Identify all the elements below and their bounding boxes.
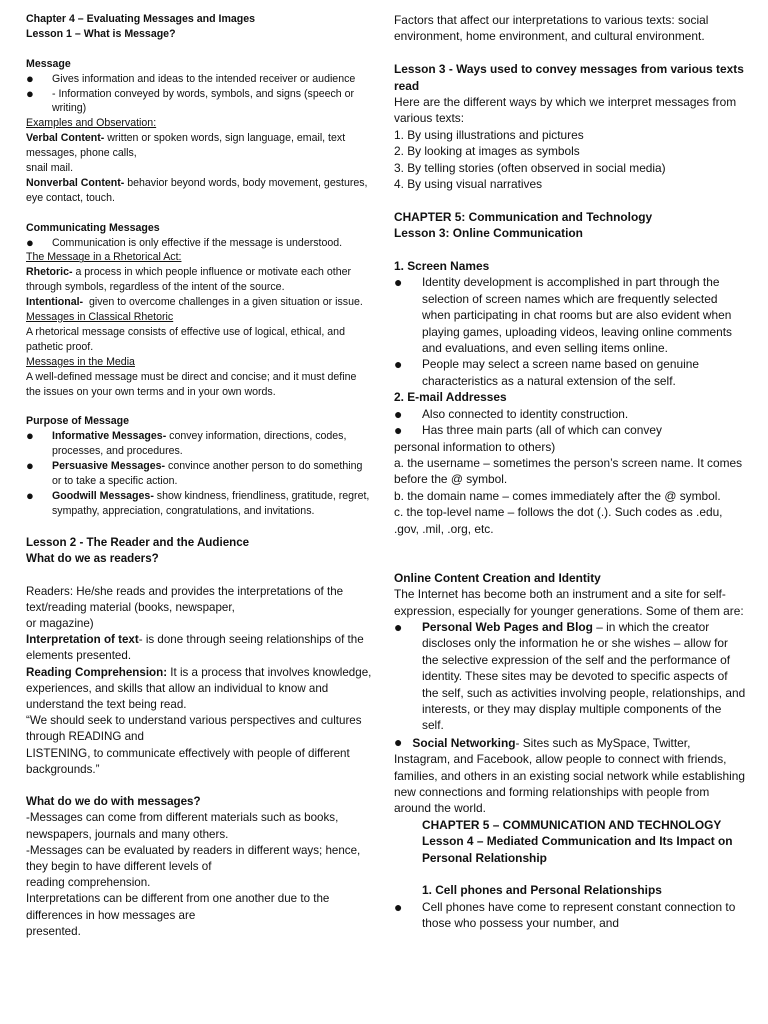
messages-line-5: presented. <box>26 924 81 938</box>
list-item: ● Identity development is accomplished in part through the selection of screen names which are frequently selected when participating in chat rooms but are also evident when playing games, uploading videos, leaving online comments and evaluations, and even selling items online. <box>394 274 733 356</box>
chapter5-lesson: Lesson 3: Online Communication <box>394 226 583 241</box>
factors-text: Factors that affect our interpretations to various texts: social environment, home environment, and cultural environment. <box>394 13 712 44</box>
bullet-icon: ● <box>26 70 34 86</box>
bullet-icon: ● <box>394 733 403 750</box>
media-text: A well-defined message must be direct and concise; and it must define the issues on your own terms and in your own words. <box>26 370 360 398</box>
list-item: ● - Information conveyed by words, symbols, and signs (speech or writing) <box>26 85 355 115</box>
lesson1-heading: Lesson 1 – What is Message? <box>26 27 176 40</box>
list-item: ● Persuasive Messages- convince another person to do something or to take a specific action. <box>26 458 363 488</box>
reading-comprehension-def: Reading Comprehension: It is a process that involves knowledge, experiences, and skills that allow an individual to know and understand the text being read. <box>26 665 375 711</box>
bullet-icon: ● <box>394 422 403 439</box>
cell-phones-title: 1. Cell phones and Personal Relationships <box>422 883 662 898</box>
lesson2-question: What do we as readers? <box>26 552 159 566</box>
lesson2-title: Lesson 2 - The Reader and the Audience <box>26 535 250 549</box>
lesson3-title: Lesson 3 - Ways used to convey messages from various texts read <box>394 62 748 93</box>
list-item: ● People may select a screen name based on genuine characteristics as a natural extension of the self. <box>394 356 699 388</box>
list-item: ● Social Networking- Sites such as MySpace, Twitter, Instagram, and Facebook, allow people to connect with friends, families, and others in an existing social network while establishing new connections and forming relationships with people from around the world. <box>394 733 749 816</box>
bullet-icon: ● <box>394 405 403 422</box>
bullet-icon: ● <box>394 898 403 915</box>
rhetoric-def: Rhetoric- a process in which people influence or motivate each other through symbols, regardless of the intent of the source. <box>26 266 354 294</box>
screen-names-title: 1. Screen Names <box>394 259 490 274</box>
bullet-icon: ● <box>26 85 34 101</box>
readers-text-cont: or magazine) <box>26 616 94 630</box>
quote-line-2: LISTENING, to communicate effectively with people of different backgrounds.” <box>26 746 353 776</box>
communicating-title: Communicating Messages <box>26 221 160 234</box>
list-item: ● Gives information and ideas to the intended receiver or audience <box>26 70 356 86</box>
message-title: Message <box>26 57 71 70</box>
verbal-content-cont: snail mail. <box>26 162 74 175</box>
right-column <box>394 12 749 932</box>
classical-text: A rhetorical message consists of effective use of logical, ethical, and pathetic proof. <box>26 326 348 353</box>
list-item: ● Cell phones have come to represent constant connection to those who possess your number, and <box>394 898 736 931</box>
list-item: 1. By using illustrations and pictures <box>394 127 584 142</box>
classical-title: Messages in Classical Rhetoric <box>26 311 174 324</box>
lesson2-section <box>26 519 375 940</box>
list-item: ● Personal Web Pages and Blog – in which the creator discloses only the information he or she wishes – allow for the selective expression of the self and the performance of identity. These sites may be devoted to specific aspects of the self, such as activities involving people, relationships, and interests, or they may display multiple components of the self. <box>394 618 746 733</box>
readers-text: Readers: He/she reads and provides the interpretations of the text/reading material (books, newspaper, <box>26 584 347 614</box>
messages-line-1: -Messages can come from different materials such as books, newspapers, journals and many others. <box>26 811 342 841</box>
email-title: 2. E-mail Addresses <box>394 390 507 405</box>
lesson3-intro: Here are the different ways by which we interpret messages from various texts: <box>394 95 740 126</box>
online-content-title: Online Content Creation and Identity <box>394 570 601 585</box>
bullet-icon: ● <box>26 234 34 250</box>
email-part-a: a. the username – sometimes the person’s screen name. It comes before the @ symbol. <box>394 455 746 487</box>
lesson4-subtitle: Lesson 4 – Mediated Communication and Its Impact on Personal Relationship <box>422 834 733 865</box>
bullet-icon: ● <box>26 428 34 444</box>
bullet-icon: ● <box>394 356 403 373</box>
bullet-icon: ● <box>26 487 34 503</box>
messages-line-2: -Messages can be evaluated by readers in different ways; hence, they begin to have different levels of <box>26 843 364 873</box>
list-item: 4. By using visual narratives <box>394 177 543 192</box>
messages-question: What do we do with messages? <box>26 795 201 809</box>
list-item: ● Communication is only effective if the message is understood. <box>26 234 343 250</box>
bullet-icon: ● <box>26 458 34 474</box>
interpretation-def: Interpretation of text- is done through seeing relationships of the elements presented. <box>26 633 367 663</box>
chapter-heading: Chapter 4 – Evaluating Messages and Images <box>26 13 256 25</box>
quote-line-1: “We should seek to understand various perspectives and cultures through READING and <box>26 714 365 744</box>
bullet-icon: ● <box>394 618 403 635</box>
purpose-title: Purpose of Message <box>26 415 130 428</box>
email-part-b: b. the domain name – comes immediately after the @ symbol. <box>394 488 721 503</box>
list-item: 3. By telling stories (often observed in social media) <box>394 160 666 175</box>
list-item: ● Has three main parts (all of which can convey <box>394 422 662 439</box>
bullet-icon: ● <box>394 274 403 291</box>
intentional-def: Intentional- given to overcome challenges in a given situation or issue. <box>26 296 363 309</box>
list-item: 2. By looking at images as symbols <box>394 144 580 159</box>
chapter5-title: CHAPTER 5: Communication and Technology <box>394 209 653 224</box>
list-item: ● Goodwill Messages- show kindness, friendliness, gratitude, regret, sympathy, appreciation, congratulations, and invitations. <box>26 487 370 517</box>
messages-line-4: Interpretations can be different from one another due to the differences in how messages are <box>26 892 333 922</box>
left-column <box>26 12 375 940</box>
verbal-content: Verbal Content- written or spoken words, sign language, email, text messages, phone calls, <box>26 132 349 160</box>
examples-title: Examples and Observation: <box>26 117 157 130</box>
nonverbal-content: Nonverbal Content- behavior beyond words, body movement, gestures, eye contact, touch. <box>26 176 371 204</box>
email-bullet-cont: personal information to others) <box>394 439 556 454</box>
list-item: ● Also connected to identity construction. <box>394 405 629 422</box>
list-item: ● Informative Messages- convey information, directions, codes, processes, and procedures. <box>26 428 347 458</box>
rhetorical-act-title: The Message in a Rhetorical Act: <box>26 251 182 264</box>
email-part-c: c. the top-level name – follows the dot (.). Such codes as .edu, .gov, .mil, .org, etc. <box>394 505 726 536</box>
online-content-intro: The Internet has become both an instrument and a site for self-expression, especially for younger generations. Some of them are: <box>394 587 744 618</box>
media-title: Messages in the Media <box>26 355 135 368</box>
lesson4-title: CHAPTER 5 – COMMUNICATION AND TECHNOLOGY <box>422 817 722 832</box>
messages-line-3: reading comprehension. <box>26 876 151 890</box>
